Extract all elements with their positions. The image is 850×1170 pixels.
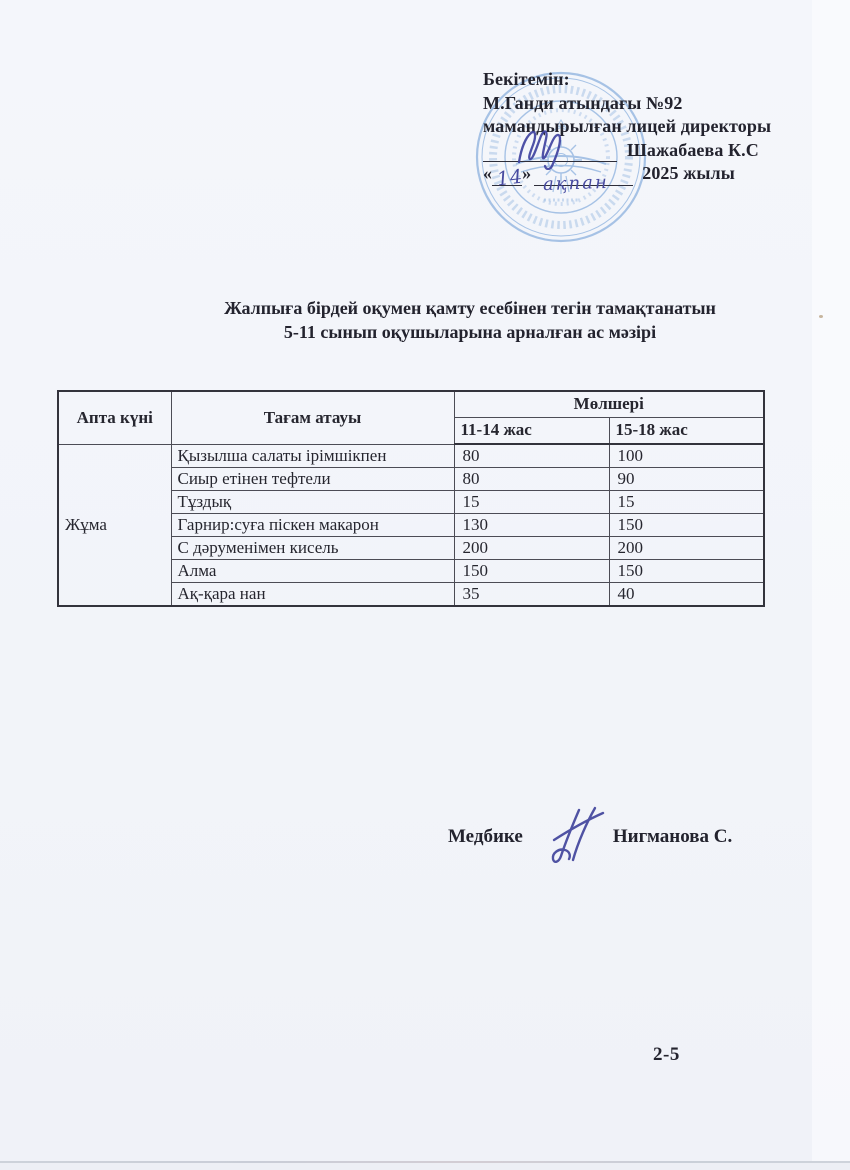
quote-close: » [522,163,532,183]
title-line-2: 5-11 сынып оқушыларына арналған ас мәзірі [283,321,657,342]
amount-11-14: 80 [454,444,609,468]
col-header-dish: Тағам атауы [171,391,454,444]
col-header-amount: Мөлшері [454,391,764,417]
nurse-signature [549,806,605,866]
approval-line-1: Бекітемін: [483,69,570,89]
handwritten-day: 14 [495,165,525,191]
amount-11-14: 200 [454,537,609,560]
menu-table-body [58,444,764,606]
amount-15-18: 100 [609,444,764,468]
amount-11-14: 80 [454,468,609,491]
dish-name: Ақ-қара нан [171,583,454,607]
nurse-label: Медбике [448,826,523,847]
col-header-age-11-14: 11-14 жас [454,417,609,444]
approval-line-3: мамандырылған лицей директоры [483,116,772,136]
dish-name: Тұздық [171,491,454,514]
director-name: Шажабаева К.С [627,139,759,160]
nurse-name: Нигманова С. [612,826,733,847]
amount-15-18: 150 [609,514,764,537]
title-line-1: Жалпыға бірдей оқумен қамту есебінен тегін тамақтанатын [224,298,716,318]
dish-name: Сиыр етінен тефтели [171,468,454,491]
col-header-age-15-18: 15-18 жас [609,417,764,444]
scan-light-band [812,0,850,1170]
table-row [58,444,764,468]
document-title [92,297,848,344]
amount-11-14: 130 [454,514,609,537]
amount-15-18: 15 [609,491,764,514]
amount-15-18: 90 [609,468,764,491]
amount-11-14: 15 [454,491,609,514]
dish-name: Алма [171,560,454,583]
scan-speck [819,315,823,318]
approval-line-2: М.Ганди атындағы №92 [483,92,683,113]
menu-table-header [58,391,764,444]
year-text: 2025 жылы [642,163,735,183]
approval-block [483,68,813,196]
nurse-signature-line [448,826,778,886]
amount-15-18: 150 [609,560,764,583]
amount-11-14: 150 [454,560,609,583]
weekday-cell: Жұма [58,444,171,606]
quote-open: « [483,163,493,183]
amount-11-14: 35 [454,583,609,607]
col-header-day: Апта күні [58,391,171,444]
dish-name: Гарнир:суға піскен макарон [171,514,454,537]
amount-15-18: 40 [609,583,764,607]
dish-name: Қызылша салаты ірімшікпен [171,444,454,468]
scan-edge-strip [0,1163,850,1170]
director-signature [515,120,577,170]
page-number: 2-5 [653,1044,680,1065]
handwritten-month: ақпан [542,171,610,196]
menu-table [57,390,765,607]
amount-15-18: 200 [609,537,764,560]
dish-name: С дәруменімен кисель [171,537,454,560]
